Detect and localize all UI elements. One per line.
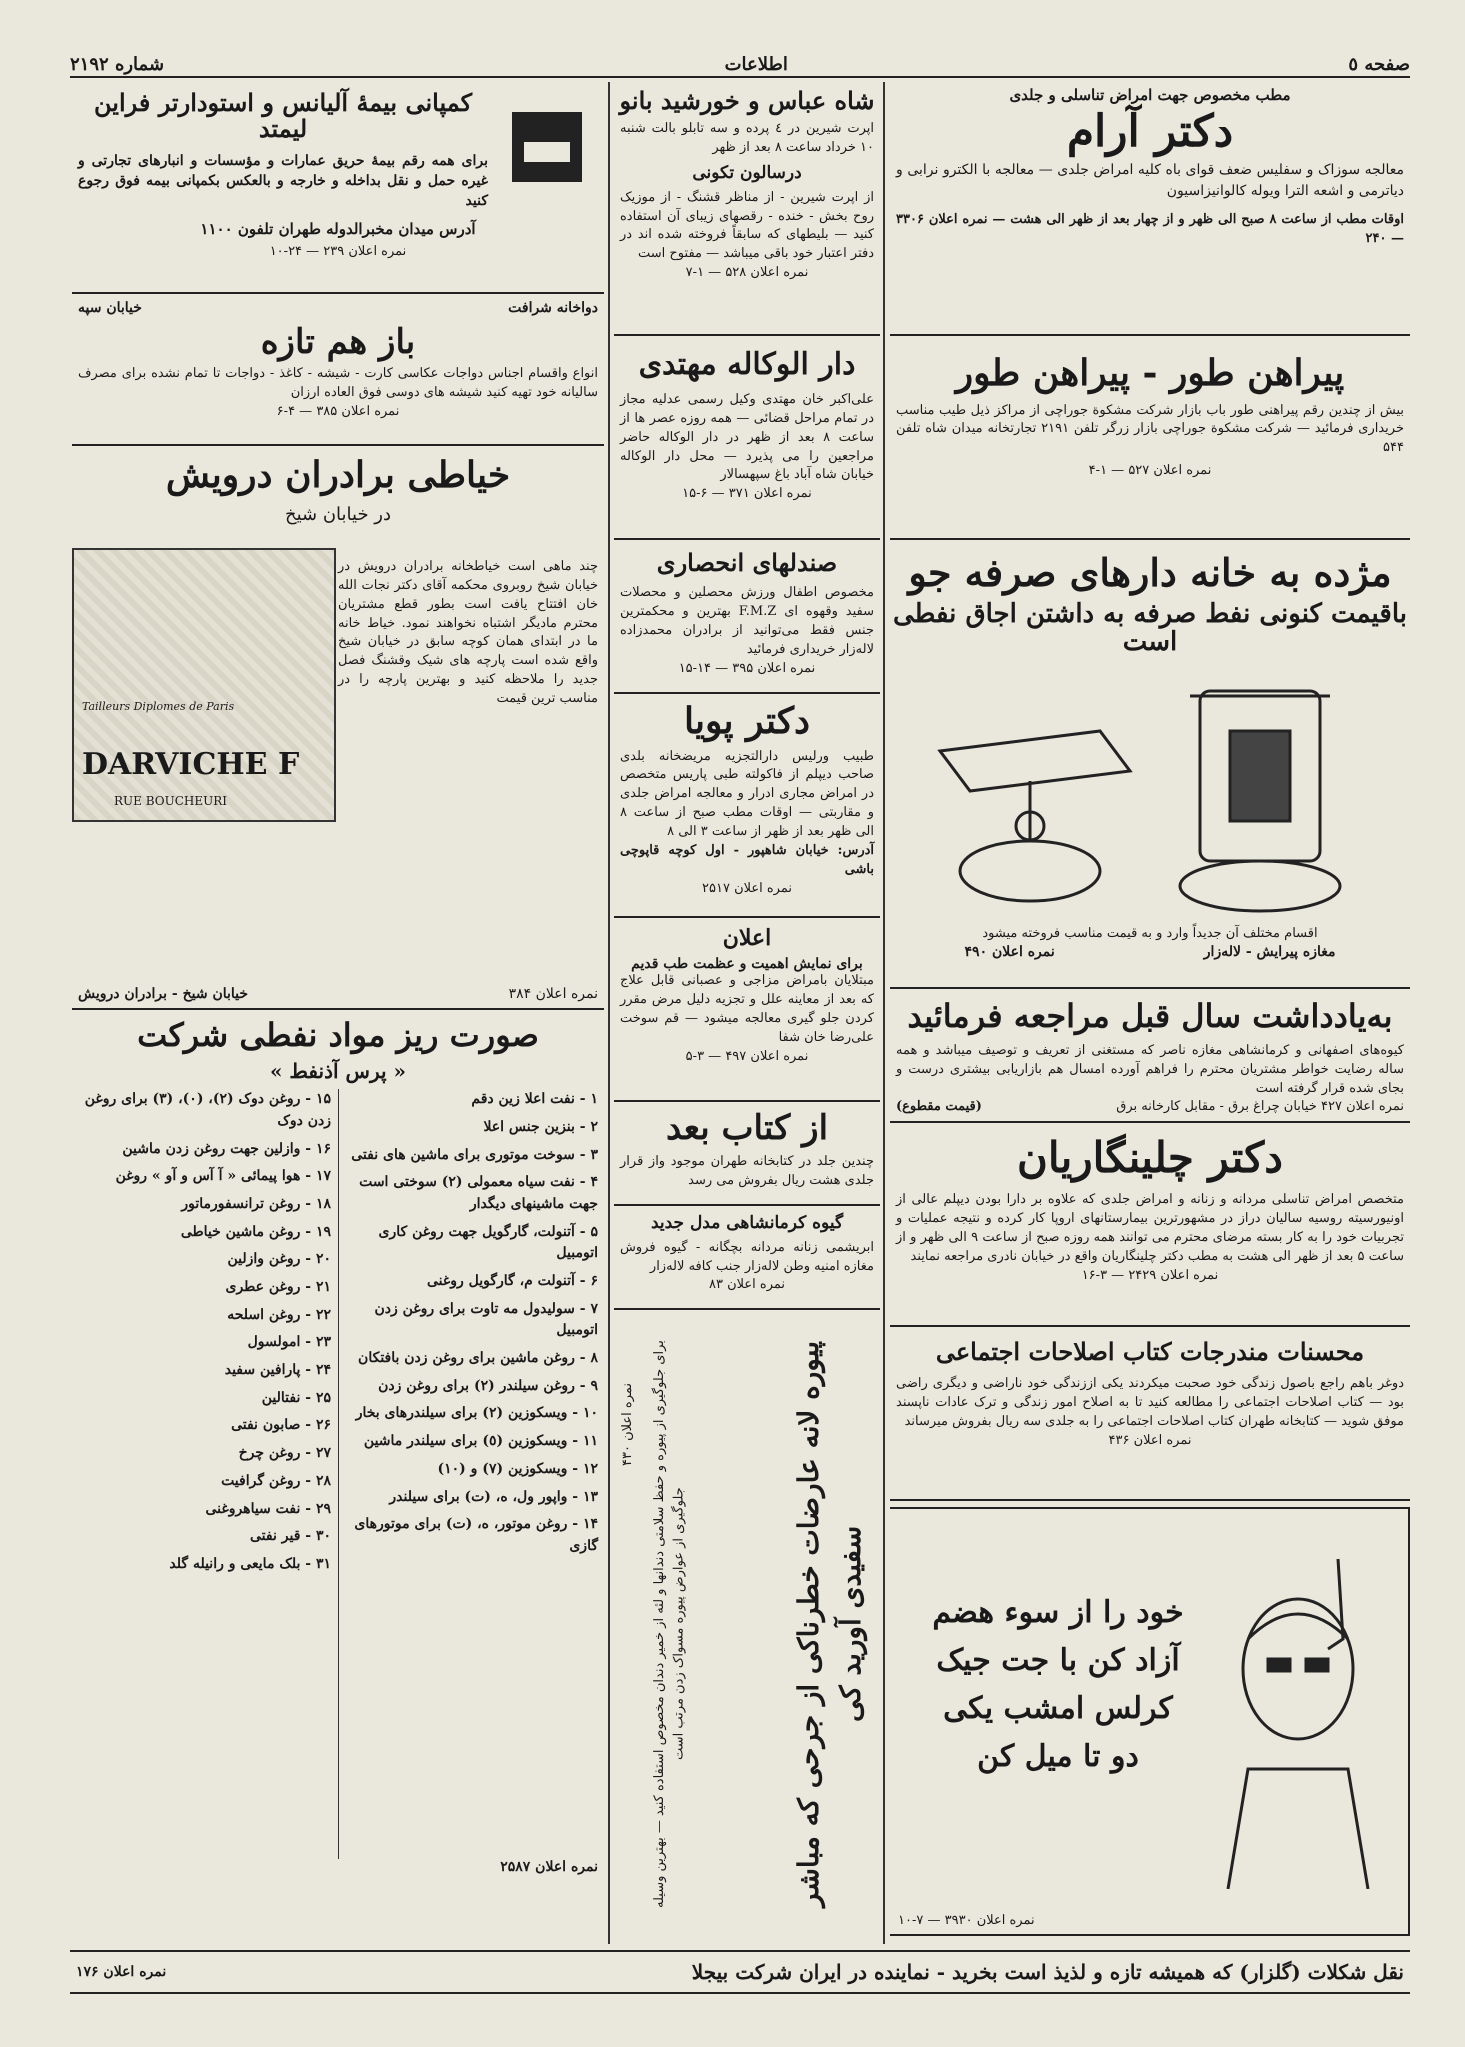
ad-number: نمره اعلان ۳۹۵ — ۱۴-۱۵ [678, 660, 816, 676]
left-column [72, 82, 604, 1942]
ad-shop: دواخانه شرافت [508, 300, 598, 316]
company-logo [502, 102, 592, 192]
illustration-corner-text: Tailleurs Diplomes de Paris [82, 700, 235, 713]
illustration-street-text: RUE BOUCHEURI [114, 794, 228, 808]
ad-body: انواع واقسام اجناس دواجات عکاسی کارت - شیشه - کاغذ - دواجات تا تمام نشده برای مصرف سالیانه خود تهیه کنید شیشه های دوسی فوق العاده ارزان [78, 366, 598, 401]
ad-number: نمره اعلان ۳۸۴ [508, 986, 598, 1002]
product-list-item: ۳ - سوخت موتوری برای ماشین های نفتی [351, 1146, 598, 1163]
ad-body: چند ماهی است خیاطخانه برادران درویش در خیابان شیخ روبروی محکمه آقای دکتر نجات الله خان افتتاح یافت است بطور قطع مشتریان محترم مادیگر اشتباه نخواهند نمود. خیاط خانه ما در ابتدای همان کوچه سابق در خیابان شیخ واقع شده است پارچه های شیک وقشنگ فصل جدید را ملاحظه کنید و بهترین پارچه را در مناسب ترین قیمت [338, 559, 598, 706]
ad-body: کیوه‌های اصفهانی و کرمانشاهی مغازه ناصر که مستغنی از تعریف و توصیف میباشد و همه ساله رضایت خواطر مشتریان محترم را فراهم آورده امسال هم بازاریابی بیشتری درست و بجای شده قرار گرفته است [896, 1043, 1404, 1096]
product-list-item: ۱۲ - ویسکوزین (۷) و (۱۰) [437, 1460, 598, 1477]
ad-title: محسنات مندرجات کتاب اصلاحات اجتماعی [935, 1337, 1365, 1366]
ad-title: اعلان [722, 925, 772, 951]
ad-number: نمره اعلان ۵۲۸ — ۱-۷ [685, 265, 809, 281]
ad-title: صورت ریز مواد نفطی شرکت [137, 1016, 539, 1054]
product-list-item: ۲۰ - روغن وازلین [227, 1251, 331, 1268]
ad-pyorrhea-vertical [614, 1314, 880, 1934]
product-list-item: ۲۳ - امولسول [247, 1334, 331, 1351]
ad-title: دار الوکاله مهتدی [638, 347, 856, 382]
ad-address: آدرس میدان مخبرالدوله طهران تلفون ۱۱۰۰ [200, 219, 476, 238]
page-header [70, 52, 1410, 78]
ad-number: نمره اعلان ۲۴۲۹ — ۳-۱۶ [1081, 1267, 1219, 1283]
ad-number: نمره اعلان ۴۳۰ [620, 1382, 635, 1466]
product-list-item: ۲۷ - روغن چرخ [238, 1445, 331, 1462]
ad-title: شاه عباس و خورشید بانو [619, 86, 875, 115]
issue-number: شماره ۲۱۹۲ [70, 53, 165, 75]
ad-body: ابریشمی زنانه مردانه بچگانه - گیوه فروش مغازه امنیه وطن لاله‌زار جنب کافه لاله‌زار [620, 1239, 874, 1274]
ad-number: نمره اعلان ۲۵۸۷ [500, 1859, 598, 1876]
product-list-item: ۲۹ - نفت سیاهروغنی [205, 1500, 331, 1517]
product-list-item: ۱۴ - روغن موتور، ه، (ت) برای موتورهای گازی [354, 1516, 598, 1554]
ad-body: برای جلوگیری از پیوره و حفظ سلامتی دندانها و لثه از خمیر دندان مخصوص استفاده کنید — بهترین وسیله جلوگیری از عوارض پیوره مسواک زدن مرتب است [652, 1340, 687, 1908]
product-list-item: ۱۳ - واپور ول، ه، (ت) برای سیلندر [389, 1488, 598, 1505]
ad-title: مژده به خانه دارهای صرفه جو [908, 550, 1392, 595]
ad-shah-abbas [614, 82, 880, 336]
ad-title: پیوره لانه عارضات خطرناکی از جرحی که مباشر سفیدی آورید کی [792, 1341, 867, 1907]
product-list-item: ۱۷ - هوا پیمائی « آ آس و آو » روغن [115, 1168, 331, 1185]
ad-title: دکتر آرام [1066, 106, 1234, 157]
product-list-item: ۲۶ - صابون نفتی [231, 1417, 331, 1434]
ad-giveh [614, 1208, 880, 1310]
ad-body: مخصوص اطفال ورزش محصلین و محصلات سفید وقهوه ای F.M.Z بهترین و محکمترین جنس فقط می‌توانید از برادران محمدزاده لاله‌زار خریداری فرمائید [620, 585, 874, 657]
product-list-item: ۱۹ - روغن ماشین خیاطی [180, 1223, 331, 1240]
product-list [72, 1089, 604, 1859]
ad-body: از اپرت شیرین - از مناظر قشنگ - از موزیک روح بخش - خنده - رقصهای زیبای آن استفاده کنید — بلیطهای که سابقاً فروخته شده اند در دفتر اعتبار خود باقی میباشد — مفتوح است [620, 189, 874, 262]
ad-number: نمره اعلان ۴۹۷ — ۳-۵ [685, 1048, 809, 1064]
ad-darvish-tailor [72, 448, 604, 1010]
ad-title: کمپانی بیمهٔ آلیانس و استودارتر فراین لیمتد [94, 88, 472, 144]
product-list-item: ۲۲ - روغن اسلحه [227, 1306, 331, 1323]
product-list-item: ۵ - آتنولت، گارگویل جهت روغن کاری اتومبیل [378, 1223, 598, 1262]
footer-text: نقل شکلات (گلزار) که همیشه تازه و لذیذ است بخرید - نماینده در ایران شرکت بیجلا [691, 1960, 1404, 1984]
ad-slogan: خود را از سوء هضم آزاد کن با جت جیک کرلس امشب یکی دو تا میل کن [932, 1595, 1184, 1774]
ad-title: دکتر پویا [683, 700, 811, 742]
ad-title: از کتاب بعد [665, 1108, 829, 1148]
ad-footer: خیابان شیخ - برادران درویش [78, 986, 249, 1002]
page-number: صفحه ٥ [1348, 53, 1410, 75]
column-rule [883, 82, 885, 1944]
ad-dr-chelingarian [890, 1125, 1410, 1327]
ad-az-ketab [614, 1104, 880, 1206]
product-list-item: ۲۸ - روغن گرافیت [221, 1472, 331, 1489]
product-list-item: ۱۱ - ویسکوزین (٥) برای سیلندر ماشین [363, 1433, 598, 1450]
ad-subtitle: باقیمت کنونی نفط صرفه به داشتن اجاق نفطی است [893, 598, 1407, 658]
kerosene-stove-illustration [900, 671, 1400, 921]
ad-title: خیاطی برادران درویش [165, 454, 511, 496]
ad-number: نمره اعلان ۳۹۳۰ — ۷-۱۰ [898, 1913, 1035, 1928]
right-column [890, 82, 1410, 1942]
middle-column [614, 82, 880, 1942]
ad-hours: اوقات مطب از ساعت ۸ صبح الی ظهر و از چهار بعد از ظهر الی هشت — نمره اعلان ۳۳۰۶ — ۲۴۰ [896, 211, 1404, 246]
ad-shop: مغازه پیرایش - لاله‌زار [1203, 943, 1336, 960]
ad-body: چندین جلد در کتابخانه طهران موجود واز قرار جلدی هشت ریال بفروش می رسد [620, 1154, 874, 1189]
ad-chewing-gum [890, 1507, 1410, 1936]
ad-number: نمره اعلان ۴۹۰ [964, 943, 1055, 960]
ad-body: علی‌اکبر خان مهتدی وکیل رسمی عدلیه مجاز در تمام مراحل قضائی — همه روزه عصر ها از ساعت ۸ بعد از ظهر در دار الوکاله حاضر مراجعین را می پذیرد — محل دار الوکاله خیابان شاه آباد باغ سپهسالار [620, 392, 874, 483]
ad-number: نمره اعلان ۸۳ [708, 1277, 786, 1293]
ad-insurance [72, 82, 604, 294]
ad-body: برای همه رقم بیمهٔ حریق عمارات و مؤسسات و انبارهای تجارتی و غیره حمل و نقل بداخله و خارجه و بالعکس بکمپانی بیمه فوق رجوع کنید [78, 152, 488, 210]
product-list-item: ۱۶ - وازلین جهت روغن زدن ماشین [122, 1140, 331, 1157]
ad-number: نمره اعلان ۲۳۹ — ۲۴-۱۰ [269, 243, 407, 259]
ad-title: پیراهن طور - پیراهن طور [955, 352, 1345, 394]
product-list-item: ۷ - سولیدول مه تاوت برای روغن زدن اتومبیل [374, 1300, 598, 1339]
ad-number: نمره اعلان ۲۵۱۷ [702, 880, 792, 896]
ad-title: صندلهای انحصاری [656, 548, 838, 577]
ad-title: گیوه کرمانشاهی مدل جدید [650, 1213, 844, 1233]
ad-yadasht [890, 991, 1410, 1123]
ad-number: نمره اعلان ۴۳۶ [1108, 1432, 1192, 1448]
page-footer-ad [70, 1950, 1410, 1994]
product-list-item: ۴ - نفت سیاه معمولی (۲) سوختی است جهت ماشینهای دیگدار [359, 1174, 598, 1212]
ad-price: (قیمت مقطوع) [896, 1098, 982, 1114]
product-list-item: ۳۱ - بلک مایعی و رانیله گلد [169, 1555, 331, 1572]
product-list-item: ۱ - نفت اعلا زین دقم [471, 1091, 598, 1108]
ad-oil-products-list [72, 1012, 604, 1942]
ad-body: معالجه سوزاک و سفلیس ضعف قوای باه کلیه امراض جلدی — معالجه با الکترو نرابی و دیاترمی و اشعه الترا ویوله کالوانیزاسیون [896, 162, 1404, 199]
ad-title: به‌یادداشت سال قبل مراجعه فرمائید [907, 997, 1393, 1035]
newspaper-name: اطلاعات [724, 53, 788, 75]
ad-pirahan [890, 338, 1410, 540]
tailor-illustration [72, 548, 336, 822]
ad-caption: اقسام مختلف آن جدیداً وارد و به قیمت مناسب فروخته میشود [982, 925, 1318, 941]
column-rule [608, 82, 610, 1944]
ad-body: اپرت شیرین در ٤ پرده و سه تابلو بالت شنبه ١٠ خرداد ساعت ٨ بعد از ظهر [620, 121, 874, 156]
footer-number: نمره اعلان ۱۷۶ [76, 1964, 167, 1980]
ad-number: نمره اعلان ۳۷۱ — ۶-۱۵ [682, 486, 812, 502]
ad-body: متخصص امراض تناسلی مردانه و زنانه و امراض جلدی که علاوه بر دارا بودن دیپلم عالی از اونیورسیته روسیه سالیان دراز در مشهورترین بیمارستانهای اروپا کار کرده و نتیجه عملیات و تجربیات خود را به کار بسته مرضای محترم می توانند همه روزه صبح از ساعت ۹ الی ظهر و از ساعت ۵ بعد از ظهر الی هشت به مطب دکتر چلینگاریان واقع در خیابان نادری مراجعه نمایند [896, 1192, 1404, 1264]
ad-ketab [890, 1329, 1410, 1501]
ad-body: بیش از چندین رقم پیراهنی طور باب بازار شرکت مشکوة جوراچی از مراکز ذیل طیب مناسب خریداری فرمائید — شرکت مشکوة جوراچی بازار زرگر تلفن ۲۱۹۱ تجارتخانه میدان شاه تلفن ۵۴۴ [896, 402, 1404, 456]
ad-body: دوغر باهم راجع باصول زندگی خود صحبت میکردند یکی اززندگی خود ناراضی و دیگری راضی بود — کتاب اصلاحات اجتماعی را مطالعه کنید تا به اصلاح امور زندگی و ترک عادات ناپسند موفق شوید — کتابخانه طهران کتاب اصلاحات اجتماعی را به جلدی سه ریال بفروش میرساند [896, 1376, 1404, 1430]
ad-subtitle: مطب مخصوص جهت امراض تناسلی و جلدی [1009, 86, 1291, 104]
product-list-item: ۲۵ - نفتالین [261, 1389, 331, 1406]
ad-number: نمره اعلان ۳۸۵ — ۴-۶ [276, 404, 400, 420]
product-list-item: ۹ - روغن سیلندر (۲) برای روغن زدن [378, 1377, 598, 1394]
ad-elan [614, 920, 880, 1102]
product-list-item: ۸ - روغن ماشین برای روغن زدن بافتکان [358, 1350, 598, 1367]
ad-baz-ham-taze [72, 296, 604, 446]
product-list-item: ۲۴ - پارافین سفید [224, 1362, 331, 1379]
product-list-item: ۲ - بنزین جنس اعلا [483, 1118, 598, 1135]
ad-dar-al-vekala [614, 338, 880, 540]
ad-subtitle: برای نمایش اهمیت و عظمت طب قدیم [631, 956, 863, 973]
product-list-item: ۱۰ - ویسکوزین (۲) برای سیلندرهای بخار [355, 1405, 598, 1422]
ad-subtitle: در خیابان شیخ [284, 503, 392, 525]
man-portrait-illustration [1198, 1529, 1398, 1889]
ad-dr-pouya [614, 696, 880, 918]
ad-body: طبیب ورلیس دارالتجزیه مریضخانه بلدی صاحب دیپلم از فاکولته طبی پاریس متخصص در امراض مجاری ادرار و معالجه امراض جلدی و مقاربتی — اوقات مطب صبح از ساعت ۸ الی ظهر بعد از ظهر از ساعت ۳ الی ۸ [620, 748, 874, 839]
product-list-item: ۲۱ - روغن عطری [225, 1279, 331, 1295]
ad-subtitle: درسالون تکونی [692, 163, 802, 184]
ad-title: دکتر چلینگاریان [1017, 1133, 1283, 1182]
product-list-item: ۶ - آتنولت م، گارگویل روغنی [427, 1273, 598, 1289]
product-list-item: ۳۰ - قیر نفتی [250, 1528, 331, 1545]
ad-dr-aram [890, 82, 1410, 336]
product-list-item: ۱۸ - روغن ترانسفورماتور [181, 1195, 331, 1212]
ad-body: مبتلایان بامراض مزاجی و عصبانی قابل علاج که بعد از معاینه علل و تجزیه دلیل مرض مقرر کردن جلو گیری معالجه میشود — قم سوخت علی‌رضا خان شفا [620, 973, 874, 1045]
product-list-item: ۱۵ - روغن دوک (۲)، (۰)، (۳) برای روغن زدن دوک [84, 1091, 331, 1129]
ad-number: نمره اعلان ۵۲۷ — ۱-۴ [1088, 463, 1212, 479]
ad-street: خیابان سپه [78, 300, 142, 316]
ad-number: نمره اعلان ۴۲۷ خیابان چراغ برق - مقابل کارخانه برق [1116, 1098, 1404, 1114]
ad-title: باز هم تازه [260, 322, 416, 362]
ad-address: آدرس: خیابان شاهپور - اول کوچه قاپوچی باشی [620, 842, 874, 877]
ad-stove [890, 542, 1410, 989]
ad-subtitle: « پرس آذنفط » [269, 1059, 407, 1084]
illustration-brand-text: DARVICHE F [82, 747, 300, 782]
ad-sandal [614, 542, 880, 694]
